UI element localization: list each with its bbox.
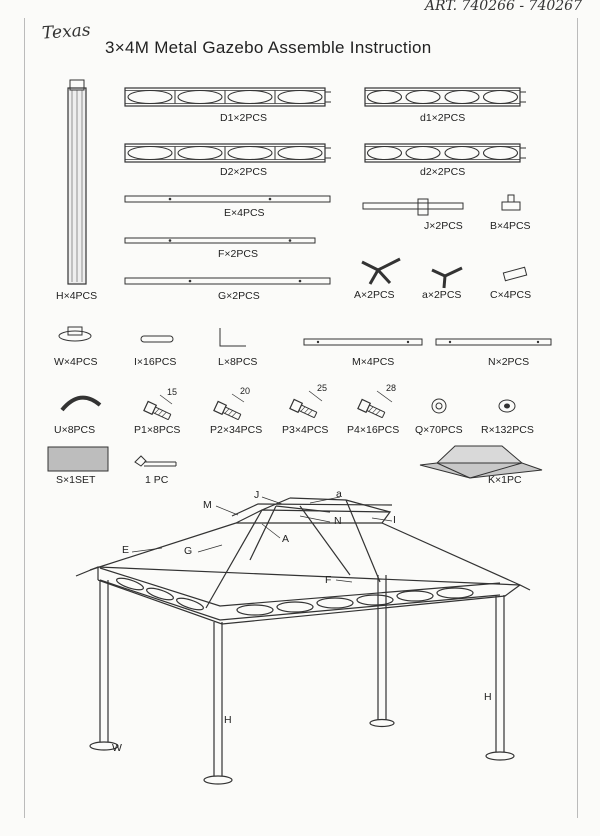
dimension-p4: 28 — [386, 383, 397, 393]
label-part-m: M×4PCS — [352, 356, 395, 368]
callout-e: E — [122, 544, 130, 556]
label-part-n: N×2PCS — [488, 356, 530, 368]
part-d2-small-truss — [365, 144, 526, 162]
part-a-connector — [362, 259, 400, 284]
label-part-b: B×4PCS — [490, 220, 531, 232]
label-part-h: H×4PCS — [56, 290, 98, 302]
label-part-q: Q×70PCS — [415, 424, 463, 436]
part-m-bar — [304, 339, 422, 345]
part-d1-small-truss — [365, 88, 526, 106]
label-part-k: K×1PC — [488, 474, 522, 486]
part-g-bar — [125, 278, 330, 284]
article-number: ART. 740266 - 740267 — [424, 0, 582, 14]
callout-m: M — [203, 499, 212, 511]
label-part-l: L×8PCS — [218, 356, 258, 368]
dimension-p3: 25 — [317, 383, 328, 393]
part-b-bracket — [502, 195, 520, 210]
part-w-base — [59, 327, 91, 341]
label-part-a: A×2PCS — [354, 289, 395, 301]
label-wrench: 1 PC — [145, 474, 169, 486]
part-d1-truss — [125, 88, 331, 106]
part-p4-bolt — [358, 399, 386, 419]
label-part-p4: P4×16PCS — [347, 424, 400, 436]
part-d2-truss — [125, 144, 331, 162]
callout-a-small: a — [336, 488, 342, 500]
page-title: 3×4M Metal Gazebo Assemble Instruction — [105, 38, 432, 57]
callout-h-right: H — [484, 691, 492, 703]
label-part-j: J×2PCS — [424, 220, 463, 232]
part-e-bar — [125, 196, 330, 202]
part-i-link — [141, 336, 173, 342]
label-part-p1: P1×8PCS — [134, 424, 181, 436]
part-l-key — [220, 328, 246, 346]
part-j-bar — [363, 199, 463, 215]
callout-i: I — [393, 514, 396, 526]
label-part-d2: D2×2PCS — [220, 166, 267, 178]
label-part-d1-small: d1×2PCS — [420, 112, 466, 124]
callout-j: J — [254, 489, 260, 501]
callout-w: W — [112, 742, 122, 754]
part-q-nut — [432, 399, 446, 413]
label-part-w: W×4PCS — [54, 356, 98, 368]
part-f-bar — [125, 238, 315, 243]
label-part-p2: P2×34PCS — [210, 424, 263, 436]
callout-a: A — [282, 533, 290, 545]
callout-g: G — [184, 545, 193, 557]
part-p1-bolt — [144, 401, 172, 421]
label-part-a-small: a×2PCS — [422, 289, 462, 301]
part-k-top-roof — [420, 446, 542, 478]
label-part-i: I×16PCS — [134, 356, 177, 368]
label-part-p3: P3×4PCS — [282, 424, 329, 436]
part-p3-bolt — [290, 399, 318, 419]
label-part-u: U×8PCS — [54, 424, 96, 436]
dimension-p1: 15 — [167, 387, 178, 397]
label-part-f: F×2PCS — [218, 248, 258, 260]
callout-h-left: H — [224, 714, 232, 726]
model-name: Texas — [41, 20, 92, 44]
label-part-c: C×4PCS — [490, 289, 532, 301]
bolt-dimension-lines — [160, 391, 392, 404]
label-part-s: S×1SET — [56, 474, 96, 486]
label-part-d1: D1×2PCS — [220, 112, 267, 124]
label-part-g: G×2PCS — [218, 290, 260, 302]
part-u-clamp — [62, 398, 100, 410]
callout-f: F — [325, 574, 332, 586]
part-p2-bolt — [214, 401, 242, 421]
part-h-post — [68, 80, 86, 284]
part-wrench — [135, 456, 176, 466]
part-r-washer — [499, 400, 515, 412]
part-a-small-connector — [432, 268, 462, 288]
part-s-fabric-set — [48, 447, 108, 471]
part-c-bracket — [503, 267, 526, 280]
callout-n: N — [334, 515, 342, 527]
label-part-d2-small: d2×2PCS — [420, 166, 466, 178]
label-part-r: R×132PCS — [481, 424, 534, 436]
assembled-gazebo-diagram — [76, 497, 530, 784]
dimension-p2: 20 — [240, 386, 251, 396]
label-part-e: E×4PCS — [224, 207, 265, 219]
part-n-bar — [436, 339, 551, 345]
